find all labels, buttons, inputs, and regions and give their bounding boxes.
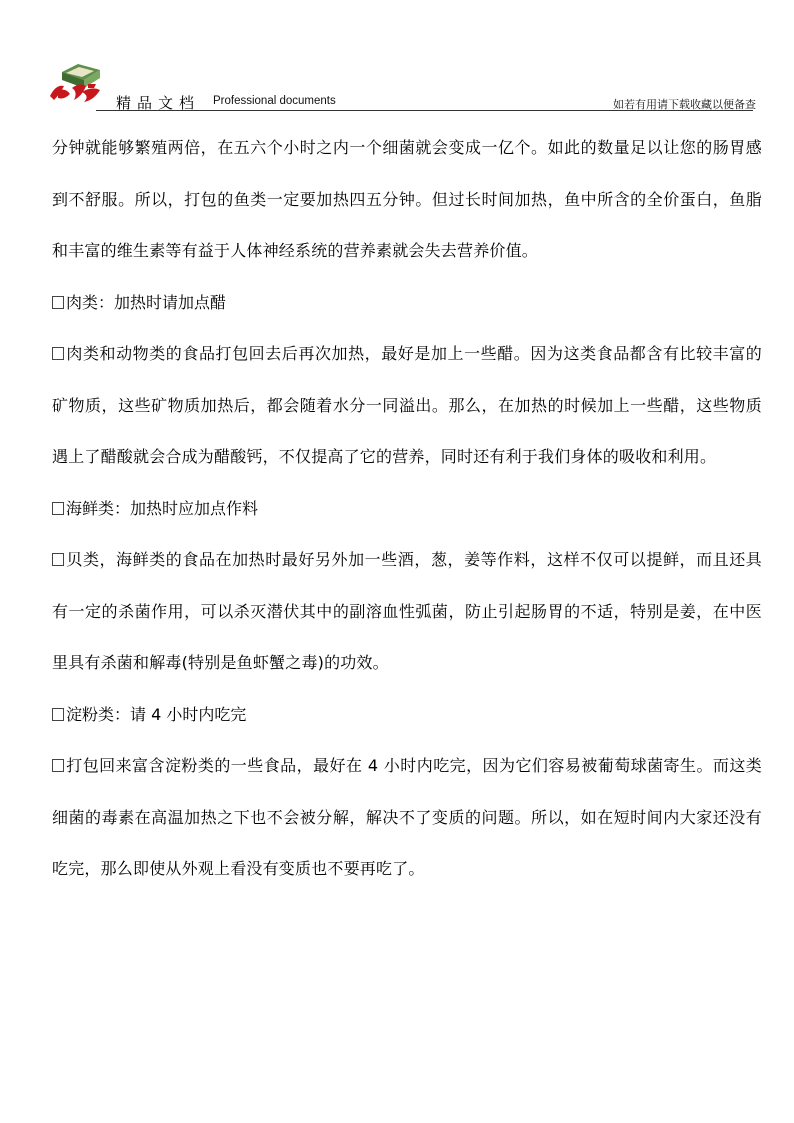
- checkbox-glyph-icon: [52, 347, 64, 360]
- paragraph-meat: [52, 328, 762, 483]
- header-divider: [96, 110, 753, 111]
- paragraph-text: 肉类和动物类的食品打包回去后再次加热，最好是加上一些醋。因为这类食品都含有比较丰富的矿物质，这些矿物质加热后，都会随着水分一同溢出。那么，在加热的时候加上一些醋，这些物质遇上了醋酸就会合成为醋酸钙，不仅提高了它的营养，同时还有利于我们身体的吸收和利用。: [52, 344, 762, 466]
- checkbox-glyph-icon: [52, 502, 64, 515]
- document-body: [52, 122, 762, 895]
- checkbox-glyph-icon: [52, 553, 64, 566]
- checkbox-glyph-icon: [52, 708, 64, 721]
- paragraph-text: 打包回来富含淀粉类的一些食品，最好在 4 小时内吃完，因为它们容易被葡萄球菌寄生。而这类细菌的毒素在高温加热之下也不会被分解，解决不了变质的问题。所以，如在短时间内大家还没有吃完，那么即使从外观上看没有变质也不要再吃了。: [52, 756, 762, 878]
- brand-subtitle: Professional documents: [213, 95, 336, 107]
- heading-text: 淀粉类：请 4 小时内吃完: [66, 704, 247, 724]
- paragraph-text: 贝类，海鲜类的食品在加热时最好另外加一些酒，葱，姜等作料，这样不仅可以提鲜，而且还具有一定的杀菌作用，可以杀灭潜伏其中的副溶血性弧菌，防止引起肠胃的不适，特别是姜，在中医里具有杀菌和解毒(特别是鱼虾蟹之毒)的功效。: [52, 550, 762, 672]
- header-note: 如若有用请下载收藏以便备查: [613, 98, 756, 111]
- paragraph-seafood: [52, 534, 762, 689]
- checkbox-glyph-icon: [52, 759, 64, 772]
- section-heading-starch: [52, 689, 762, 741]
- logo-icon: [48, 50, 106, 106]
- paragraph-fish: 分钟就能够繁殖两倍，在五六个小时之内一个细菌就会变成一亿个。如此的数量足以让您的肠胃感到不舒服。所以，打包的鱼类一定要加热四五分钟。但过长时间加热，鱼中所含的全价蛋白，鱼脂和丰富的维生素等有益于人体神经系统的营养素就会失去营养价值。: [52, 138, 762, 260]
- paragraph-starch: [52, 740, 762, 895]
- page-header: [0, 0, 794, 112]
- heading-text: 海鲜类：加热时应加点作料: [66, 498, 259, 518]
- brand-title: 精品文档: [116, 94, 201, 112]
- section-heading-meat: [52, 277, 762, 329]
- checkbox-glyph-icon: [52, 296, 64, 309]
- heading-text: 肉类：加热时请加点醋: [66, 292, 227, 312]
- section-heading-seafood: [52, 483, 762, 535]
